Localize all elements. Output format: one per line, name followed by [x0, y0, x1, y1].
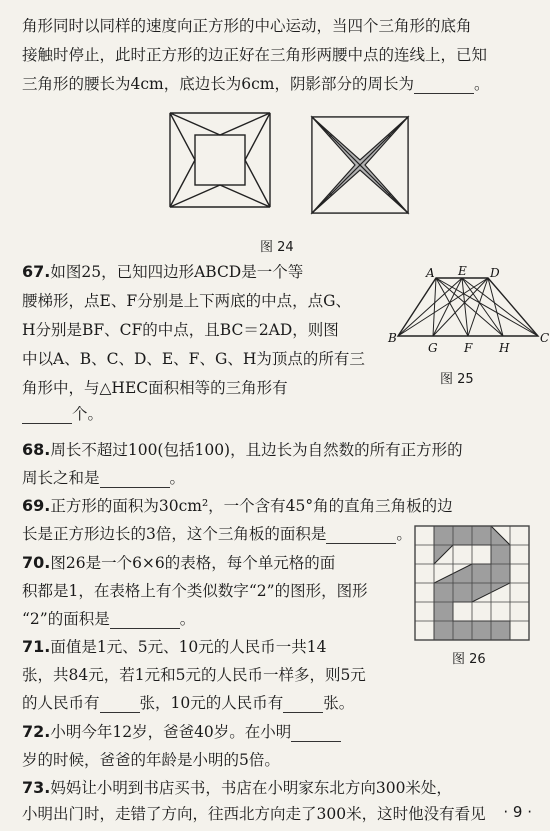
q72-number: 72. — [22, 722, 51, 741]
q67-line-4: 中以A、B、C、D、E、F、G、H为顶点的所有三 — [22, 350, 365, 368]
fig24-left-square — [195, 135, 245, 185]
q70-line-1 — [22, 553, 390, 573]
q68-number: 68. — [22, 440, 51, 459]
page-number: · 9 · — [503, 803, 532, 821]
answer-blank-71b[interactable] — [283, 696, 323, 713]
fig25-label-b: B — [388, 331, 397, 345]
q71-text-3c: 张。 — [323, 694, 355, 712]
figure-26-caption: 图 26 — [452, 652, 486, 667]
q72-text-1: 小明今年12岁，爸爸40岁。在小明 — [50, 723, 292, 741]
q72-line-1 — [22, 722, 400, 742]
intro-line-3-end: 。 — [473, 75, 490, 93]
fig25-label-d: D — [490, 266, 500, 280]
q68-line-1 — [22, 440, 532, 460]
q67-line-2: 腰梯形，点E、F分别是上下两底的中点，点G、 — [22, 292, 351, 310]
figure-25 — [388, 264, 550, 358]
answer-blank-69[interactable] — [326, 527, 396, 544]
fig24-left-right-triangle — [245, 113, 270, 207]
q67-line-5 — [22, 378, 400, 398]
fig25-label-g: G — [428, 341, 438, 355]
q73-text-1: 妈妈让小明到书店买书，书店在小明家东北方向300米处， — [50, 779, 452, 797]
fig25-label-a: A — [426, 266, 435, 280]
answer-blank-67[interactable] — [22, 407, 72, 424]
q70-line-3 — [22, 609, 390, 629]
q67-text-5: 角形中，与△HEC面积相等的三角形有 — [22, 379, 288, 397]
q67-number: 67. — [22, 262, 51, 281]
figure-24-caption: 图 24 — [260, 240, 294, 255]
fig25-label-f: F — [464, 341, 473, 355]
figure-24 — [150, 105, 450, 235]
q68-text-2-end: 。 — [169, 469, 186, 487]
fig24-left-top-triangle — [170, 113, 270, 135]
q68-line-2 — [22, 468, 532, 488]
q71-line-2: 张，共84元，若1元和5元的人民币一样多，则5元 — [22, 666, 366, 684]
intro-line-3 — [22, 74, 532, 94]
q69-text-2: 长是正方形边长的3倍，这个三角板的面积是 — [22, 525, 327, 543]
answer-blank-68[interactable] — [100, 471, 170, 488]
figure-26 — [414, 525, 530, 641]
q71-text-3b: 张，10元的人民币有 — [139, 694, 284, 712]
answer-blank-66[interactable] — [414, 77, 474, 94]
q70-text-1: 图26是一个6×6的表格，每个单元格的面 — [50, 554, 336, 572]
q69-text-1: 正方形的面积为30cm²，一个含有45°角的直角三角板的边 — [50, 497, 453, 515]
q70-line-2: 积都是1，在表格上有个类似数字“2”的图形，图形 — [22, 582, 368, 600]
intro-line-1: 角形同时以同样的速度向正方形的中心运动，当四个三角形的底角 — [22, 17, 472, 35]
answer-blank-70[interactable] — [110, 612, 180, 629]
q67-line-6 — [22, 404, 532, 424]
q67-text-1: 如图25，已知四边形ABCD是一个等 — [50, 263, 304, 281]
q67-line-1 — [22, 262, 330, 282]
fig25-label-c: C — [540, 331, 550, 345]
q69-text-2-end: 。 — [396, 525, 412, 543]
q69-number: 69. — [22, 496, 51, 515]
fig24-left-left-triangle — [170, 113, 195, 207]
fig25-label-h: H — [499, 341, 510, 355]
q69-line-1 — [22, 496, 532, 516]
q67-text-6: 个。 — [72, 405, 104, 423]
q73-line-1 — [22, 778, 532, 798]
q70-number: 70. — [22, 553, 51, 572]
q71-text-1: 面值是1元、5元、10元的人民币一共14 — [50, 638, 327, 656]
fig24-left-bottom-triangle — [170, 185, 270, 207]
fig25-label-e: E — [458, 264, 467, 278]
q70-text-3-end: 。 — [179, 610, 196, 628]
answer-blank-72[interactable] — [291, 725, 341, 742]
intro-line-2: 接触时停止，此时正方形的边正好在三角形两腰中点的连线上，已知 — [22, 46, 488, 64]
q67-line-3: H分别是BF、CF的中点，且BC＝2AD，则图 — [22, 321, 339, 339]
q68-text-2: 周长之和是 — [22, 469, 100, 487]
fig26-grid — [415, 526, 529, 640]
q71-text-3a: 的人民币有 — [22, 694, 100, 712]
q73-line-2: 小明出门时，走错了方向，往西北方向走了300米，这时他没有看见 — [22, 805, 486, 823]
q71-line-1 — [22, 637, 400, 657]
q73-number: 73. — [22, 778, 51, 797]
fig24-right-shaded — [312, 117, 408, 213]
answer-blank-71a[interactable] — [100, 696, 140, 713]
q71-number: 71. — [22, 637, 51, 656]
q68-text-1: 周长不超过100(包括100)，且边长为自然数的所有正方形的 — [50, 441, 463, 459]
q71-line-3 — [22, 693, 400, 713]
q72-line-2: 岁的时候，爸爸的年龄是小明的5倍。 — [22, 751, 280, 769]
figure-25-caption: 图 25 — [440, 372, 474, 387]
intro-line-3-text: 三角形的腰长为4cm，底边长为6cm，阴影部分的周长为 — [22, 75, 414, 93]
q70-text-3: “2”的面积是 — [22, 610, 110, 628]
